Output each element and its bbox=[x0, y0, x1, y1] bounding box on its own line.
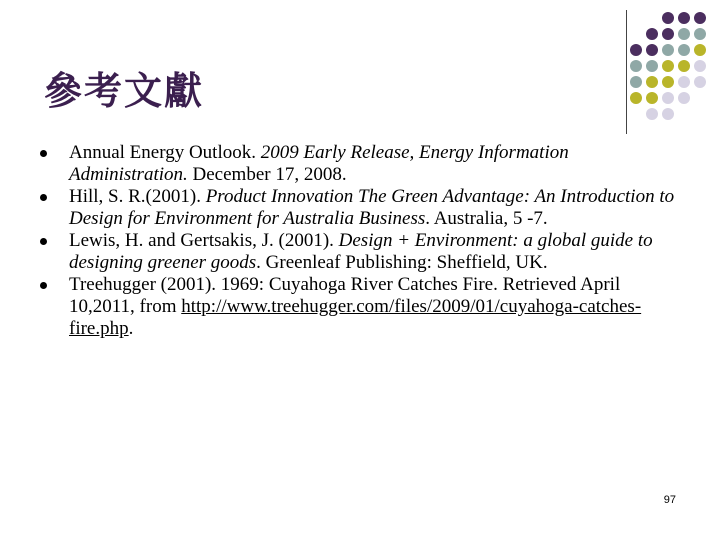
reference-link[interactable]: http://www.treehugger.com/files/2009/01/cuyahoga-catches-fire.php bbox=[69, 296, 642, 339]
decorative-dot bbox=[662, 28, 674, 40]
decorative-dot bbox=[662, 92, 674, 104]
bullet-icon bbox=[40, 238, 47, 245]
reference-item bbox=[40, 142, 680, 186]
reference-italic-text: Product Innovation The Green Advantage: An Introduction to Design for Environment for Australia Business bbox=[69, 186, 675, 229]
reference-text: Hill, S. R.(2001). bbox=[69, 186, 206, 207]
decorative-dot bbox=[694, 28, 706, 40]
reference-text: . bbox=[128, 318, 134, 339]
decorative-dot bbox=[694, 12, 706, 24]
reference-text: . Greenleaf Publishing: Sheffield, UK. bbox=[256, 252, 548, 273]
decorative-dot bbox=[630, 92, 642, 104]
bullet-icon bbox=[40, 282, 47, 289]
reference-text: . Australia, 5 -7. bbox=[425, 208, 548, 229]
decorative-dot bbox=[646, 76, 658, 88]
reference-italic-text: 2009 Early Release, Energy Information Administration. bbox=[69, 142, 569, 185]
decorative-dot bbox=[694, 44, 706, 56]
decorative-dot bbox=[646, 92, 658, 104]
decorative-dot bbox=[662, 12, 674, 24]
decorative-dot bbox=[694, 60, 706, 72]
reference-text: Annual Energy Outlook. bbox=[69, 142, 261, 163]
decorative-dot bbox=[662, 76, 674, 88]
reference-text: Treehugger (2001). 1969: Cuyahoga River Catches Fire. Retrieved April 10,2011, from bbox=[69, 274, 621, 317]
slide-title: 參考文獻 bbox=[44, 69, 205, 113]
decorative-dot bbox=[646, 28, 658, 40]
reference-item bbox=[40, 186, 680, 230]
decorative-dot bbox=[630, 44, 642, 56]
decorative-dot bbox=[662, 60, 674, 72]
reference-item bbox=[40, 274, 680, 340]
decorative-dot bbox=[646, 44, 658, 56]
decorative-dot bbox=[662, 108, 674, 120]
decorative-dot bbox=[630, 76, 642, 88]
reference-text: Lewis, H. and Gertsakis, J. (2001). bbox=[69, 230, 339, 251]
decorative-dot bbox=[630, 60, 642, 72]
decorative-dot bbox=[678, 12, 690, 24]
decorative-dot bbox=[646, 60, 658, 72]
decorative-dot bbox=[662, 44, 674, 56]
decorative-dot bbox=[678, 60, 690, 72]
decorative-dot bbox=[678, 92, 690, 104]
decorative-divider-line bbox=[626, 10, 627, 134]
bullet-icon bbox=[40, 194, 47, 201]
page-number: 97 bbox=[663, 494, 676, 506]
decorative-dot bbox=[678, 28, 690, 40]
decorative-dot bbox=[646, 108, 658, 120]
reference-italic-text: Design + Environment: a global guide to designing greener goods bbox=[69, 230, 653, 273]
reference-text: December 17, 2008. bbox=[187, 164, 347, 185]
decorative-dot bbox=[678, 44, 690, 56]
reference-item bbox=[40, 230, 680, 274]
bullet-icon bbox=[40, 150, 47, 157]
decorative-dot bbox=[678, 76, 690, 88]
decorative-dot bbox=[694, 76, 706, 88]
reference-list bbox=[40, 142, 680, 340]
